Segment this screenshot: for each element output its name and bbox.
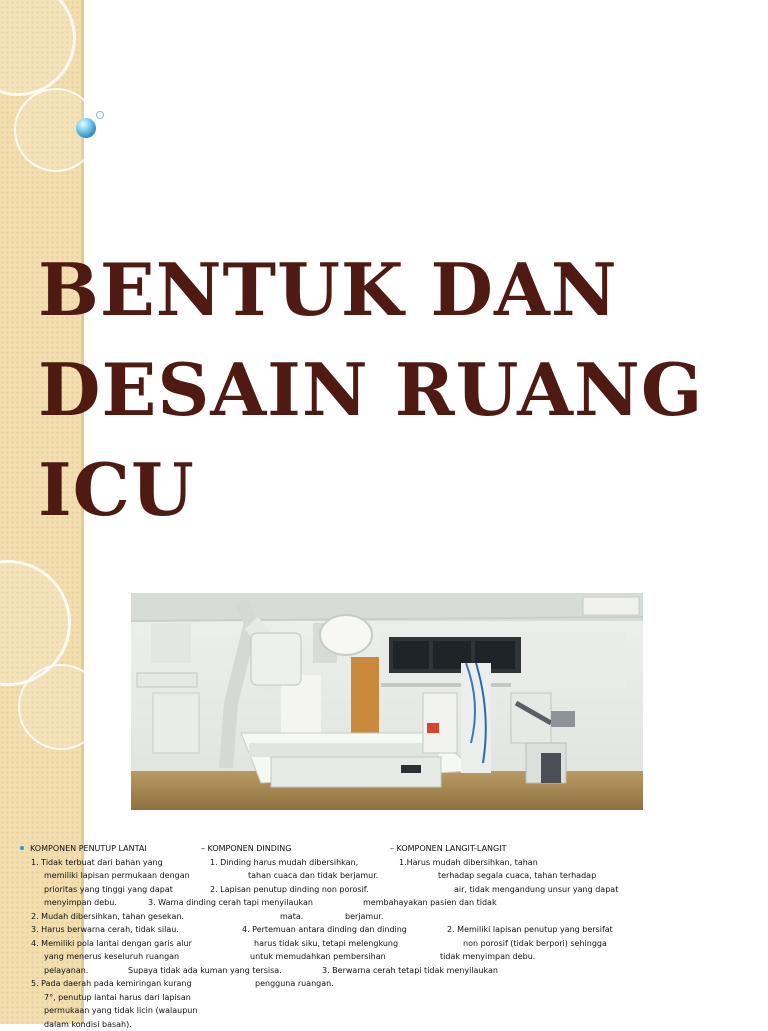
heading-ceiling: – KOMPONEN LANGIT-LANGIT: [390, 842, 506, 856]
decorative-circle: [14, 88, 84, 172]
text-segment: 3. Warna dinding cerah tapi menyilaukan: [148, 896, 313, 910]
text-segment: prioritas yang tinggi yang dapat: [44, 883, 173, 897]
blue-sphere-icon: [76, 118, 96, 138]
text-segment: 1. Tidak terbuat dari bahan yang: [31, 856, 163, 870]
text-line: [18, 842, 758, 856]
text-line: [18, 1004, 758, 1018]
slide-title: [38, 240, 738, 540]
text-segment: tidak menyimpan debu.: [440, 950, 535, 964]
text-segment: 4. Pertemuan antara dinding dan dinding: [242, 923, 407, 937]
text-line: [18, 991, 758, 1005]
text-segment: 1.Harus mudah dibersihkan, tahan: [399, 856, 538, 870]
text-line: [18, 910, 758, 924]
text-segment: 3. Berwarna cerah tetapi tidak menyilaukan: [322, 964, 498, 978]
heading-walls: – KOMPONEN DINDING: [201, 842, 291, 856]
text-line: [18, 977, 758, 991]
title-line: DESAIN RUANG: [38, 340, 738, 440]
text-line: [18, 869, 758, 883]
text-line: [18, 1018, 758, 1031]
text-segment: memiliki lapisan permukaan dengan: [44, 869, 190, 883]
text-segment: 1. Dinding harus mudah dibersihkan,: [210, 856, 358, 870]
text-line: [18, 896, 758, 910]
text-segment: untuk memudahkan pembersihan: [250, 950, 386, 964]
text-segment: 4. Memiliki pola lantai dengan garis alur: [31, 937, 192, 951]
text-segment: 7°, penutup lantai harus dari lapisan: [44, 991, 191, 1005]
text-line: [18, 950, 758, 964]
text-segment: 5. Pada daerah pada kemiringan kurang: [31, 977, 192, 991]
text-segment: yang menerus keseluruh ruangan: [44, 950, 179, 964]
text-line: [18, 937, 758, 951]
text-line: [18, 856, 758, 870]
text-segment: pelayanan.: [44, 964, 88, 978]
text-segment: non porosif (tidak berpori) sehingga: [463, 937, 607, 951]
text-segment: 2. Mudah dibersihkan, tahan gesekan.: [31, 910, 184, 924]
text-segment: permukaan yang tidak licin (walaupun: [44, 1004, 197, 1018]
text-segment: 3. Harus berwarna cerah, tidak silau.: [31, 923, 179, 937]
text-line: [18, 923, 758, 937]
title-line: BENTUK DAN: [38, 240, 738, 340]
icu-room-photo: [131, 593, 643, 810]
text-segment: Supaya tidak ada kuman yang tersisa.: [128, 964, 282, 978]
small-circle-icon: [96, 111, 104, 119]
heading-flooring: KOMPONEN PENUTUP LANTAI: [30, 842, 147, 856]
text-segment: dalam kondisi basah).: [44, 1018, 132, 1031]
body-text: [18, 842, 758, 1031]
icu-room-illustration: [131, 593, 643, 810]
decorative-circle: [0, 0, 76, 96]
text-segment: 2. Lapisan penutup dinding non porosif.: [210, 883, 369, 897]
text-segment: mata.: [280, 910, 303, 924]
text-segment: air, tidak mengandung unsur yang dapat: [454, 883, 618, 897]
title-line: ICU: [38, 440, 738, 540]
bullet-icon: [20, 846, 24, 850]
text-segment: berjamur.: [345, 910, 383, 924]
text-line: [18, 883, 758, 897]
text-segment: terhadap segala cuaca, tahan terhadap: [438, 869, 596, 883]
text-segment: membahayakan pasien dan tidak: [363, 896, 497, 910]
text-segment: 2. Memiliki lapisan penutup yang bersifat: [447, 923, 613, 937]
text-segment: harus tidak siku, tetapi melengkung: [254, 937, 398, 951]
text-segment: menyimpan debu.: [44, 896, 117, 910]
text-segment: tahan cuaca dan tidak berjamur.: [248, 869, 378, 883]
text-segment: pengguna ruangan.: [255, 977, 334, 991]
text-line: [18, 964, 758, 978]
